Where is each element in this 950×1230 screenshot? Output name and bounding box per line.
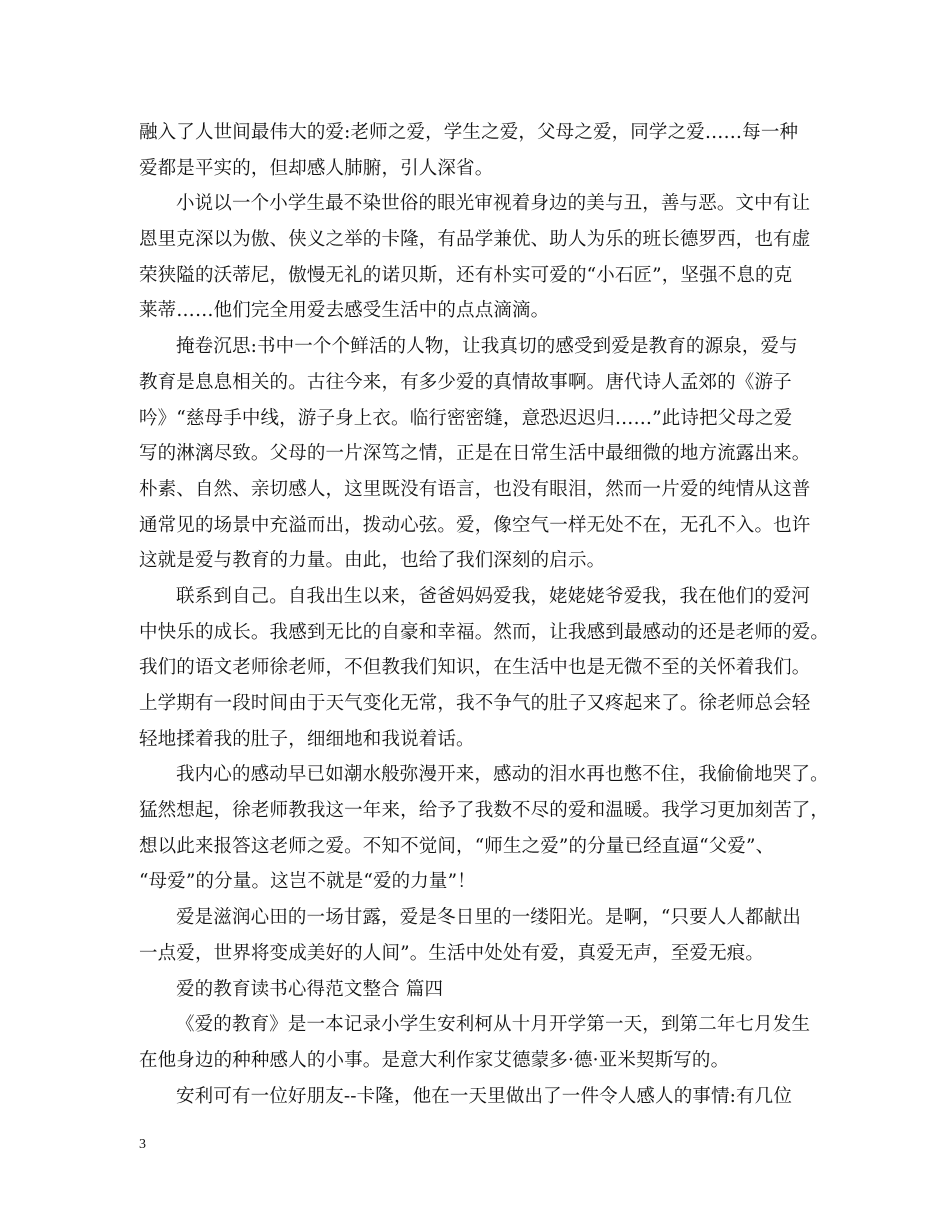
text-line: 中快乐的成长。我感到无比的自豪和幸福。然而，让我感到最感动的还是老师的爱。 xyxy=(139,621,830,643)
text-line: 上学期有一段时间由于天气变化无常，我不争气的肚子又疼起来了。徐老师总会轻 xyxy=(139,693,811,714)
document-body xyxy=(139,115,830,1114)
text-line: “母爱”的分量。这岂不就是“爱的力量”！ xyxy=(139,871,476,893)
text-line: 融入了人世间最伟大的爱:老师之爱，学生之爱，父母之爱，同学之爱……每一种 xyxy=(139,122,799,143)
text-line: 爱都是平实的，但却感人肺腑，引人深省。 xyxy=(139,157,494,179)
text-line: 安利可有一位好朋友--卡隆，他在一天里做出了一件令人感人的事情:有几位 xyxy=(176,1085,792,1107)
text-line: 掩卷沉思:书中一个个鲜活的人物，让我真切的感受到爱是教育的源泉，爱与 xyxy=(176,336,798,358)
text-line: 在他身边的种种感人的小事。是意大利作家艾德蒙多·德·亚米契斯写的。 xyxy=(139,1049,730,1071)
text-line: 联系到自己。自我出生以来，爸爸妈妈爱我，姥姥姥爷爱我，我在他们的爱河 xyxy=(176,585,811,607)
text-line: 写的淋漓尽致。父母的一片深笃之情，正是在日常生活中最细微的地方流露出来。 xyxy=(139,443,811,465)
text-line: 我内心的感动早已如潮水般弥漫开来，感动的泪水再也憋不住，我偷偷地哭了。 xyxy=(176,764,829,786)
text-line: 爱是滋润心田的一场甘露，爱是冬日里的一缕阳光。是啊，“只要人人都献出 xyxy=(176,907,802,929)
text-line: 爱的教育读书心得范文整合 篇四 xyxy=(176,978,444,1000)
text-line: 轻地揉着我的肚子，细细地和我说着话。 xyxy=(139,728,475,750)
text-line: 莱蒂……他们完全用爱去感受生活中的点点滴滴。 xyxy=(139,300,550,322)
text-line: 我们的语文老师徐老师，不但教我们知识，在生活中也是无微不至的关怀着我们。 xyxy=(139,657,811,679)
text-line: 小说以一个小学生最不染世俗的眼光审视着身边的美与丑，善与恶。文中有让 xyxy=(176,193,811,215)
text-line: 吟》“慈母手中线，游子身上衣。临行密密缝，意恐迟迟归……”此诗把父母之爱 xyxy=(139,407,793,429)
text-line: 一点爱，世界将变成美好的人间”。生活中处处有爱，真爱无声，至爱无痕。 xyxy=(139,942,765,964)
text-line: 通常见的场景中充溢而出，拨动心弦。爱，像空气一样无处不在，无孔不入。也许 xyxy=(139,514,811,536)
page-number: 3 xyxy=(139,1137,146,1152)
text-line: 这就是爱与教育的力量。由此，也给了我们深刻的启示。 xyxy=(139,550,606,572)
text-line: 荣狭隘的沃蒂尼，傲慢无礼的诺贝斯，还有朴实可爱的“小石匠”，坚强不息的克 xyxy=(139,264,793,286)
text-line: 猛然想起，徐老师教我这一年来，给予了我数不尽的爱和温暖。我学习更加刻苦了， xyxy=(139,800,830,822)
text-line: 教育是息息相关的。古往今来，有多少爱的真情故事啊。唐代诗人孟郊的《游子 xyxy=(139,371,792,393)
text-line: 想以此来报答这老师之爱。不知不觉间，“师生之爱”的分量已经直逼“父爱”、 xyxy=(139,835,775,857)
text-line: 《爱的教育》是一本记录小学生安利柯从十月开学第一天，到第二年七月发生 xyxy=(176,1014,811,1036)
text-line: 朴素、自然、亲切感人，这里既没有语言，也没有眼泪，然而一片爱的纯情从这普 xyxy=(139,478,811,500)
text-line: 恩里克深以为傲、侠义之举的卡隆，有品学兼优、助人为乐的班长德罗西，也有虚 xyxy=(139,229,811,251)
